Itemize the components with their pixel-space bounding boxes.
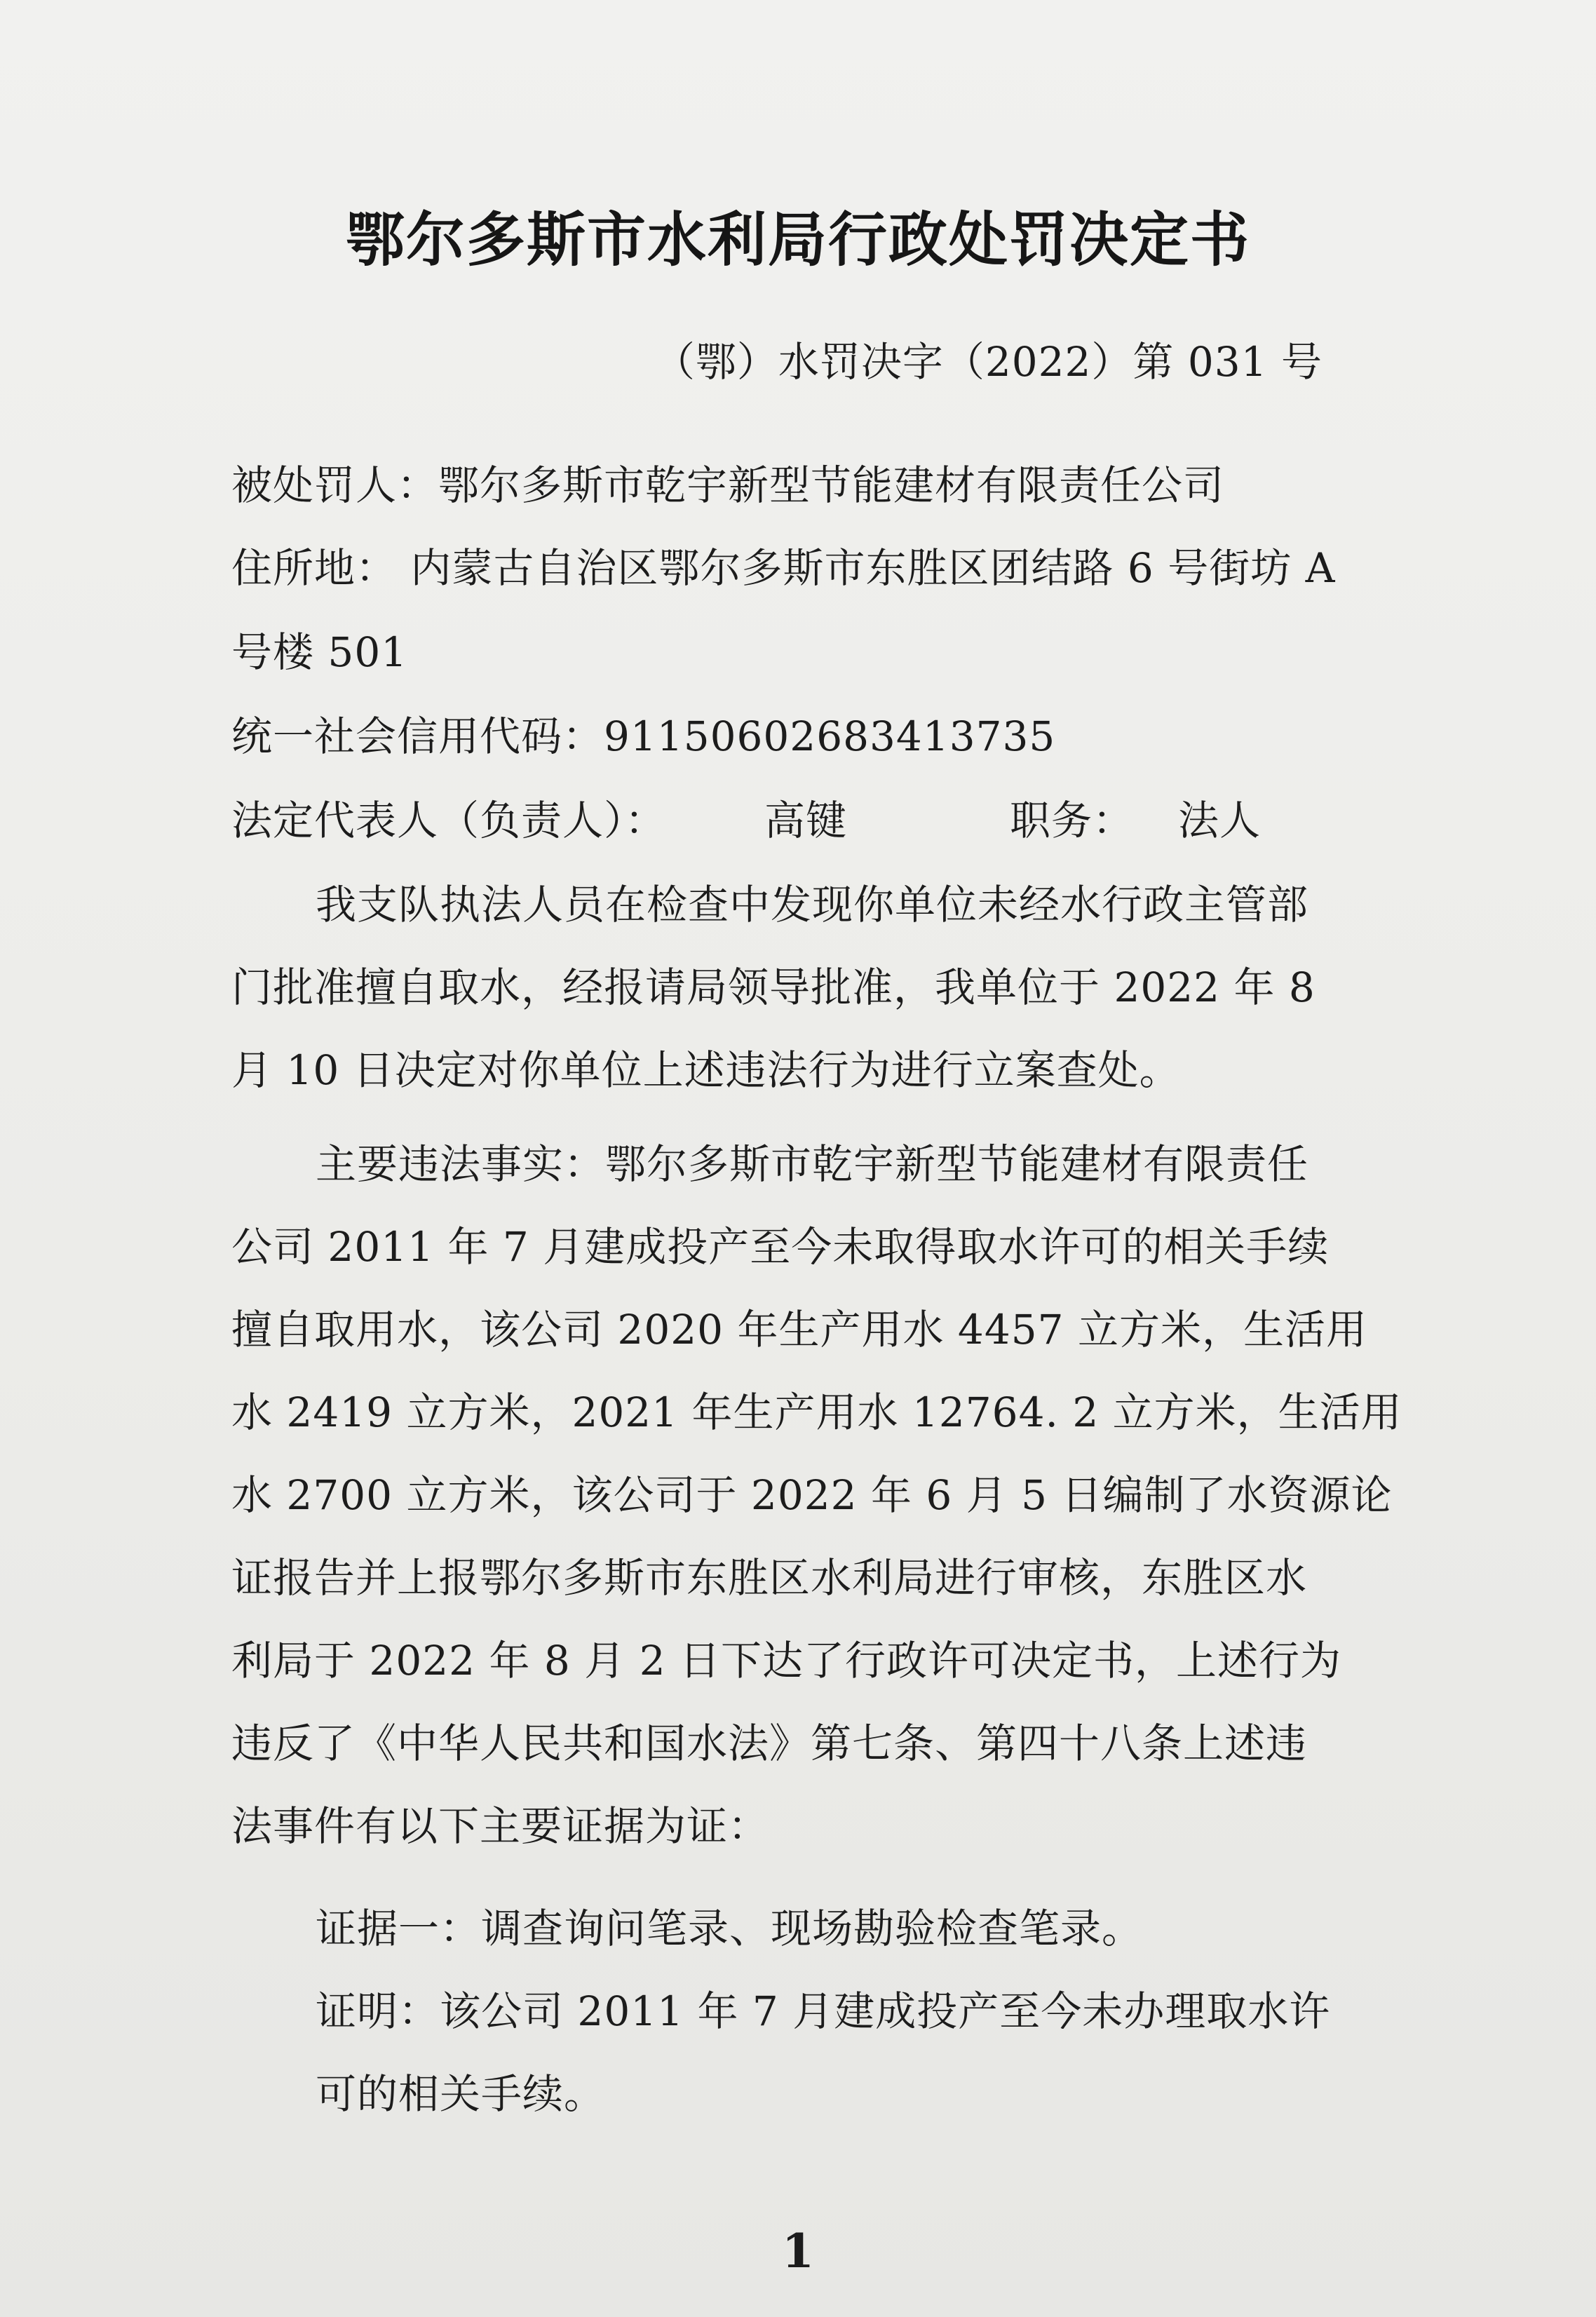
para2-line: 违反了《中华人民共和国水法》第七条、第四十八条上述违 <box>231 1720 1308 1767</box>
para2-line: 公司 2011 年 7 月建成投产至今未取得取水许可的相关手续 <box>231 1223 1330 1271</box>
evidence-1: 证据一：调查询问笔录、现场勘验检查笔录。 <box>316 1905 1144 1952</box>
para2-line: 法事件有以下主要证据为证： <box>231 1802 770 1850</box>
para2-line: 水 2419 立方米，2021 年生产用水 12764. 2 立方米，生活用 <box>231 1389 1402 1436</box>
address-line-1: 住所地： 内蒙古自治区鄂尔多斯市东胜区团结路 6 号街坊 A <box>231 544 1336 592</box>
para2-line: 水 2700 立方米，该公司于 2022 年 6 月 5 日编制了水资源论 <box>231 1471 1393 1519</box>
para2-line: 利局于 2022 年 8 月 2 日下达了行政许可决定书，上述行为 <box>231 1637 1342 1684</box>
para1-line: 门批准擅自取水，经报请局领导批准，我单位于 2022 年 8 <box>231 964 1316 1011</box>
para2-line: 证报告并上报鄂尔多斯市东胜区水利局进行审核，东胜区水 <box>231 1554 1308 1602</box>
penalized-party: 被处罚人：鄂尔多斯市乾宇新型节能建材有限责任公司 <box>231 461 1225 509</box>
para2-line: 主要违法事实：鄂尔多斯市乾宇新型节能建材有限责任 <box>316 1140 1309 1188</box>
position-label: 职务： <box>1010 797 1135 844</box>
legal-rep-name: 高键 <box>764 797 848 844</box>
para1-line: 月 10 日决定对你单位上述违法行为进行立案查处。 <box>231 1046 1181 1094</box>
document-number: （鄂）水罚决字（2022）第 031 号 <box>654 338 1323 386</box>
position-value: 法人 <box>1178 797 1262 844</box>
document-title: 鄂尔多斯市水利局行政处罚决定书 <box>345 205 1250 274</box>
legal-rep-label: 法定代表人（负责人）： <box>231 797 667 844</box>
proof-line-2: 可的相关手续。 <box>316 2070 606 2118</box>
address-line-2: 号楼 501 <box>231 628 408 676</box>
credit-code: 统一社会信用代码：91150602683413735 <box>231 712 1056 760</box>
para2-line: 擅自取用水，该公司 2020 年生产用水 4457 立方米，生活用 <box>231 1306 1367 1353</box>
page-number: 1 <box>782 2224 814 2278</box>
proof-line-1: 证明：该公司 2011 年 7 月建成投产至今未办理取水许 <box>316 1987 1331 2035</box>
para1-line: 我支队执法人员在检查中发现你单位未经水行政主管部 <box>316 881 1309 928</box>
